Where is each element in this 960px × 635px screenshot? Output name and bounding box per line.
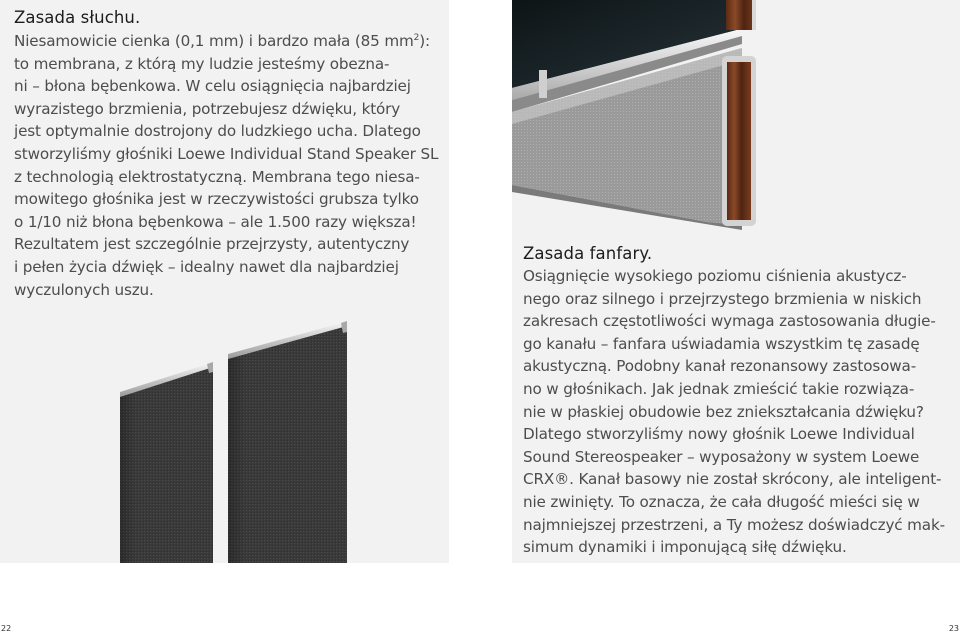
right-body-line: Sound Stereospeaker – wyposażony w system Loewe [523, 447, 920, 466]
right-panel [512, 0, 960, 563]
left-body-line: wyrazistego brzmienia, potrzebujesz dźwięku, który [14, 99, 401, 118]
speaker-left [120, 362, 213, 563]
right-body-line: akustyczną. Podobny kanał rezonansowy zastosowa- [523, 357, 917, 376]
right-body-line: Dlatego stworzyliśmy nowy głośnik Loewe Individual [523, 425, 915, 444]
right-body-line: CRX®. Kanał basowy nie został skrócony, ale inteligent- [523, 470, 942, 489]
left-body [14, 30, 438, 301]
right-body-line: nie zwinięty. To oznacza, że cała długość mieści się w [523, 492, 920, 511]
soundbar-image [512, 0, 960, 240]
left-body-line: Rezultatem jest szczególnie przejrzysty, autentyczny [14, 235, 410, 254]
left-body-line: Niesamowicie cienka (0,1 mm) i bardzo mała (85 $mm^2$): [14, 32, 430, 50]
superscript: 2 [413, 33, 420, 43]
left-body-line: mowitego głośnika jest w rzeczywistości grubsza tylko [14, 190, 419, 209]
left-text-block [14, 8, 438, 301]
right-body-line: no w głośnikach. Jak jednak zmieścić takie rozwiąza- [523, 379, 915, 398]
right-body [523, 265, 945, 559]
right-body-line: simum dynamiki i imponującą siłę dźwięku. [523, 538, 847, 557]
speaker-right [228, 321, 347, 563]
left-body-line: wyczulonych uszu. [14, 280, 154, 299]
right-body-line: najmniejszej przestrzeni, a Ty możesz doświadczyć mak- [523, 515, 945, 534]
right-body-line: Osiągnięcie wysokiego poziomu ciśnienia akustycz- [523, 267, 907, 285]
left-body-line: o 1/10 niż błona bębenkowa – ale 1.500 razy większa! [14, 212, 417, 231]
left-panel [0, 0, 449, 563]
left-body-line: z technologią elektrostatyczną. Membrana tego niesa- [14, 167, 420, 186]
page-number-left: 22 [1, 624, 12, 633]
left-body-line: i pełen życia dźwięk – idealny nawet dla najbardziej [14, 257, 399, 276]
right-body-line: nego oraz silnego i przejrzystego brzmienia w niskich [523, 289, 922, 308]
left-body-line: to membrana, z którą my ludzie jesteśmy obezna- [14, 54, 390, 73]
left-body-line: ni – błona bębenkowa. W celu osiągnięcia najbardziej [14, 77, 411, 96]
right-body-line: zakresach częstotliwości wymaga zastosowania długie- [523, 312, 936, 331]
right-body-line: nie w płaskiej obudowie bez zniekształcania dźwięku? [523, 402, 924, 421]
page-number-right: 23 [948, 624, 959, 633]
right-body-line: go kanału – fanfara uświadamia wszystkim tę zasadę [523, 334, 920, 353]
right-text-block [523, 244, 945, 559]
left-body-line: stworzyliśmy głośniki Loewe Individual Stand Speaker SL [14, 144, 439, 163]
left-body-line: jest optymalnie dostrojony do ludzkiego ucha. Dlatego [14, 122, 421, 141]
left-heading: Zasada słuchu. [14, 8, 141, 27]
right-heading: Zasada fanfary. [523, 244, 653, 263]
